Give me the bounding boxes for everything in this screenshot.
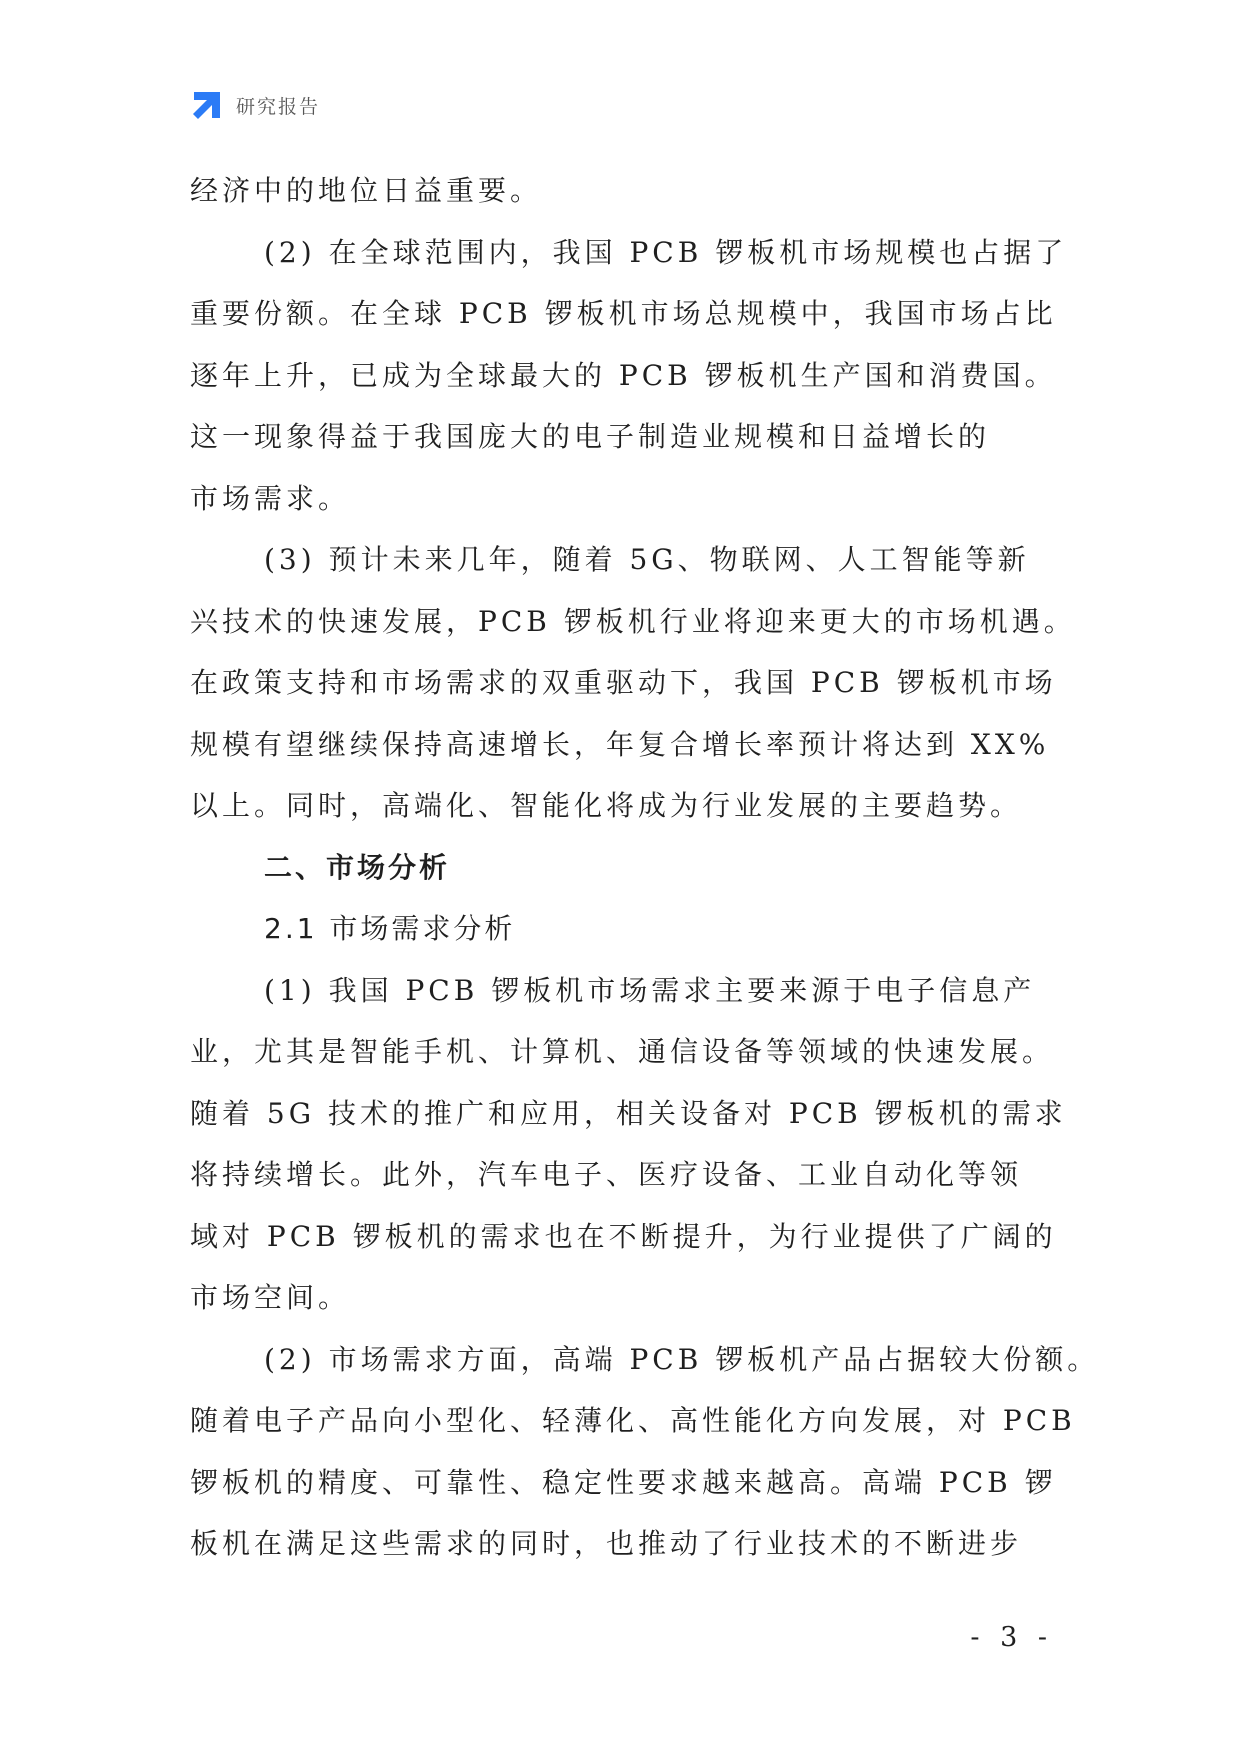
paragraph-line: (1) 我国 PCB 锣板机市场需求主要来源于电子信息产 [264,973,1036,1007]
paragraph-line: 板机在满足这些需求的同时，也推动了行业技术的不断进步 [190,1527,1023,1560]
document-body [190,160,1100,1575]
paragraph-line: 锣板机的精度、可靠性、稳定性要求越来越高。高端 PCB 锣 [190,1465,1057,1499]
paragraph-line: 这一现象得益于我国庞大的电子制造业规模和日益增长的 [190,420,991,453]
page-number: - 3 - [970,1622,1053,1653]
paragraph-line: 规模有望继续保持高速增长，年复合增长率预计将达到 XX% [190,727,1050,761]
paragraph-line: 市场需求。 [190,481,351,515]
paragraph-line: 市场空间。 [190,1281,351,1314]
paragraph-line: 逐年上升，已成为全球最大的 PCB 锣板机生产国和消费国。 [190,358,1057,392]
paragraph-line: 随着电子产品向小型化、轻薄化、高性能化方向发展，对 PCB [190,1404,1076,1437]
paragraph-line: 在政策支持和市场需求的双重驱动下，我国 PCB 锣板机市场 [190,666,1057,699]
subsection-heading: 2.1 市场需求分析 [264,912,516,945]
paragraph-line: 域对 PCB 锣板机的需求也在不断提升，为行业提供了广阔的 [190,1219,1057,1253]
paragraph-line: 业，尤其是智能手机、计算机、通信设备等领域的快速发展。 [190,1035,1055,1068]
report-header [190,88,320,122]
paragraph-line: 随着 5G 技术的推广和应用，相关设备对 PCB 锣板机的需求 [190,1096,1067,1130]
paragraph-line: 以上。同时，高端化、智能化将成为行业发展的主要趋势。 [190,789,1023,822]
paragraph-line: 重要份额。在全球 PCB 锣板机市场总规模中，我国市场占比 [190,297,1057,330]
section-heading: 二、市场分析 [264,850,451,884]
paragraph-line: 经济中的地位日益重要。 [190,174,543,207]
paragraph-line: (2) 市场需求方面，高端 PCB 锣板机产品占据较大份额。 [264,1342,1100,1376]
paragraph-line: (2) 在全球范围内，我国 PCB 锣板机市场规模也占据了 [264,235,1068,269]
paragraph-line: 兴技术的快速发展，PCB 锣板机行业将迎来更大的市场机遇。 [190,604,1076,638]
header-title: 研究报告 [236,95,321,118]
arrow-logo-icon [190,88,224,122]
paragraph-line: 将持续增长。此外，汽车电子、医疗设备、工业自动化等领 [190,1158,1023,1191]
paragraph-line: (3) 预计未来几年，随着 5G、物联网、人工智能等新 [264,543,1030,576]
